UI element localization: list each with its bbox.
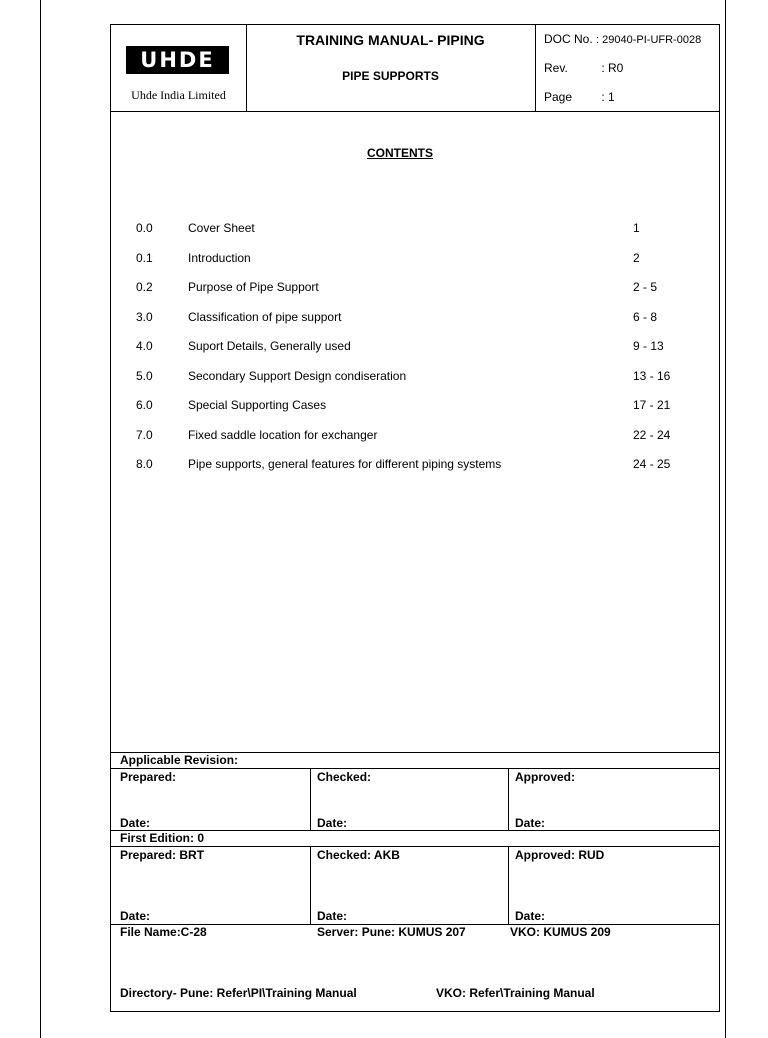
toc-title: Purpose of Pipe Support	[188, 280, 319, 294]
toc-number: 5.0	[136, 368, 153, 383]
doc-number-row	[544, 32, 701, 46]
toc-page: 22 - 24	[633, 427, 671, 442]
toc-row	[111, 395, 719, 425]
page-value: : 1	[601, 90, 615, 104]
toc-row	[111, 336, 719, 366]
edition-date-label: Date:	[120, 909, 151, 923]
toc-number: 7.0	[136, 427, 153, 442]
revision-date-label: Date:	[515, 816, 546, 830]
toc-page: 24 - 25	[633, 457, 671, 471]
doc-number-label: DOC No.	[544, 32, 593, 46]
revision-approved-label: Approved:	[515, 770, 575, 784]
toc-title: Special Supporting Cases	[188, 398, 327, 412]
column-divider	[508, 768, 509, 830]
toc-title: Introduction	[188, 250, 251, 265]
edition-checked-label: Checked: AKB	[317, 848, 400, 862]
column-divider	[310, 768, 311, 830]
revision-date-label: Date:	[317, 816, 348, 830]
edition-date-label: Date:	[515, 909, 546, 923]
toc-title: Fixed saddle location for exchanger	[188, 427, 378, 442]
revision-date-label: Date:	[120, 816, 151, 830]
toc-number: 0.0	[136, 221, 153, 235]
toc-row	[111, 425, 719, 455]
toc-row	[111, 366, 719, 396]
toc-row	[111, 307, 719, 337]
toc-number: 0.2	[136, 280, 153, 294]
toc-page: 6 - 8	[633, 309, 658, 324]
company-name: Uhde India Limited	[131, 88, 226, 102]
vko-server-info: VKO: KUMUS 209	[510, 925, 611, 939]
toc-title: Classification of pipe support	[188, 309, 342, 324]
applicable-revision-label: Applicable Revision:	[120, 753, 239, 767]
toc-number: 8.0	[136, 457, 153, 471]
revision-prepared-label: Prepared:	[120, 770, 177, 784]
directory-info: Directory- Pune: Refer\PI\Training Manual	[120, 986, 357, 1000]
document-subtitle: PIPE SUPPORTS	[342, 69, 439, 83]
toc-page: 9 - 13	[633, 339, 664, 353]
revision-label: Rev.	[544, 61, 568, 75]
toc-row	[111, 218, 719, 248]
title-block	[111, 25, 719, 112]
toc-title: Suport Details, Generally used	[188, 339, 351, 353]
vko-directory-info: VKO: Refer\Training Manual	[436, 986, 595, 1000]
toc-number: 6.0	[136, 398, 153, 412]
revision-value: : R0	[601, 61, 624, 75]
page-row	[544, 90, 615, 104]
doc-number-value: : 29040-PI-UFR-0028	[596, 34, 702, 46]
toc-title: Pipe supports, general features for different piping systems	[188, 457, 502, 471]
toc-page: 2 - 5	[633, 280, 658, 294]
contents-heading: CONTENTS	[367, 146, 433, 160]
table-divider	[111, 846, 719, 847]
edition-approved-label: Approved: RUD	[515, 848, 605, 862]
table-of-contents	[111, 218, 719, 484]
revision-checked-label: Checked:	[317, 770, 372, 784]
toc-page: 17 - 21	[633, 398, 671, 412]
doc-info-cell	[536, 25, 719, 111]
document-title: TRAINING MANUAL- PIPING	[296, 32, 485, 48]
toc-number: 4.0	[136, 339, 153, 353]
file-name: File Name:C-28	[120, 925, 207, 939]
toc-number: 0.1	[136, 250, 153, 265]
column-divider	[310, 846, 311, 924]
toc-row	[111, 277, 719, 307]
toc-title: Cover Sheet	[188, 221, 255, 235]
revision-row	[544, 61, 623, 75]
edition-prepared-label: Prepared: BRT	[120, 848, 205, 862]
toc-page: 2	[633, 250, 640, 265]
page-label: Page	[544, 90, 573, 104]
toc-title: Secondary Support Design condiseration	[188, 368, 407, 383]
first-edition-label: First Edition: 0	[120, 831, 204, 845]
column-divider	[508, 846, 509, 924]
company-logo: UHDE	[126, 46, 229, 74]
title-cell	[246, 25, 536, 111]
server-info: Server: Pune: KUMUS 207	[317, 925, 466, 939]
document-sheet	[110, 24, 720, 1012]
toc-number: 3.0	[136, 309, 153, 324]
toc-row	[111, 454, 719, 484]
edition-date-label: Date:	[317, 909, 348, 923]
toc-page: 1	[633, 221, 640, 235]
logo-cell	[111, 25, 247, 111]
toc-page: 13 - 16	[633, 368, 671, 383]
toc-row	[111, 248, 719, 278]
table-divider	[111, 768, 719, 769]
